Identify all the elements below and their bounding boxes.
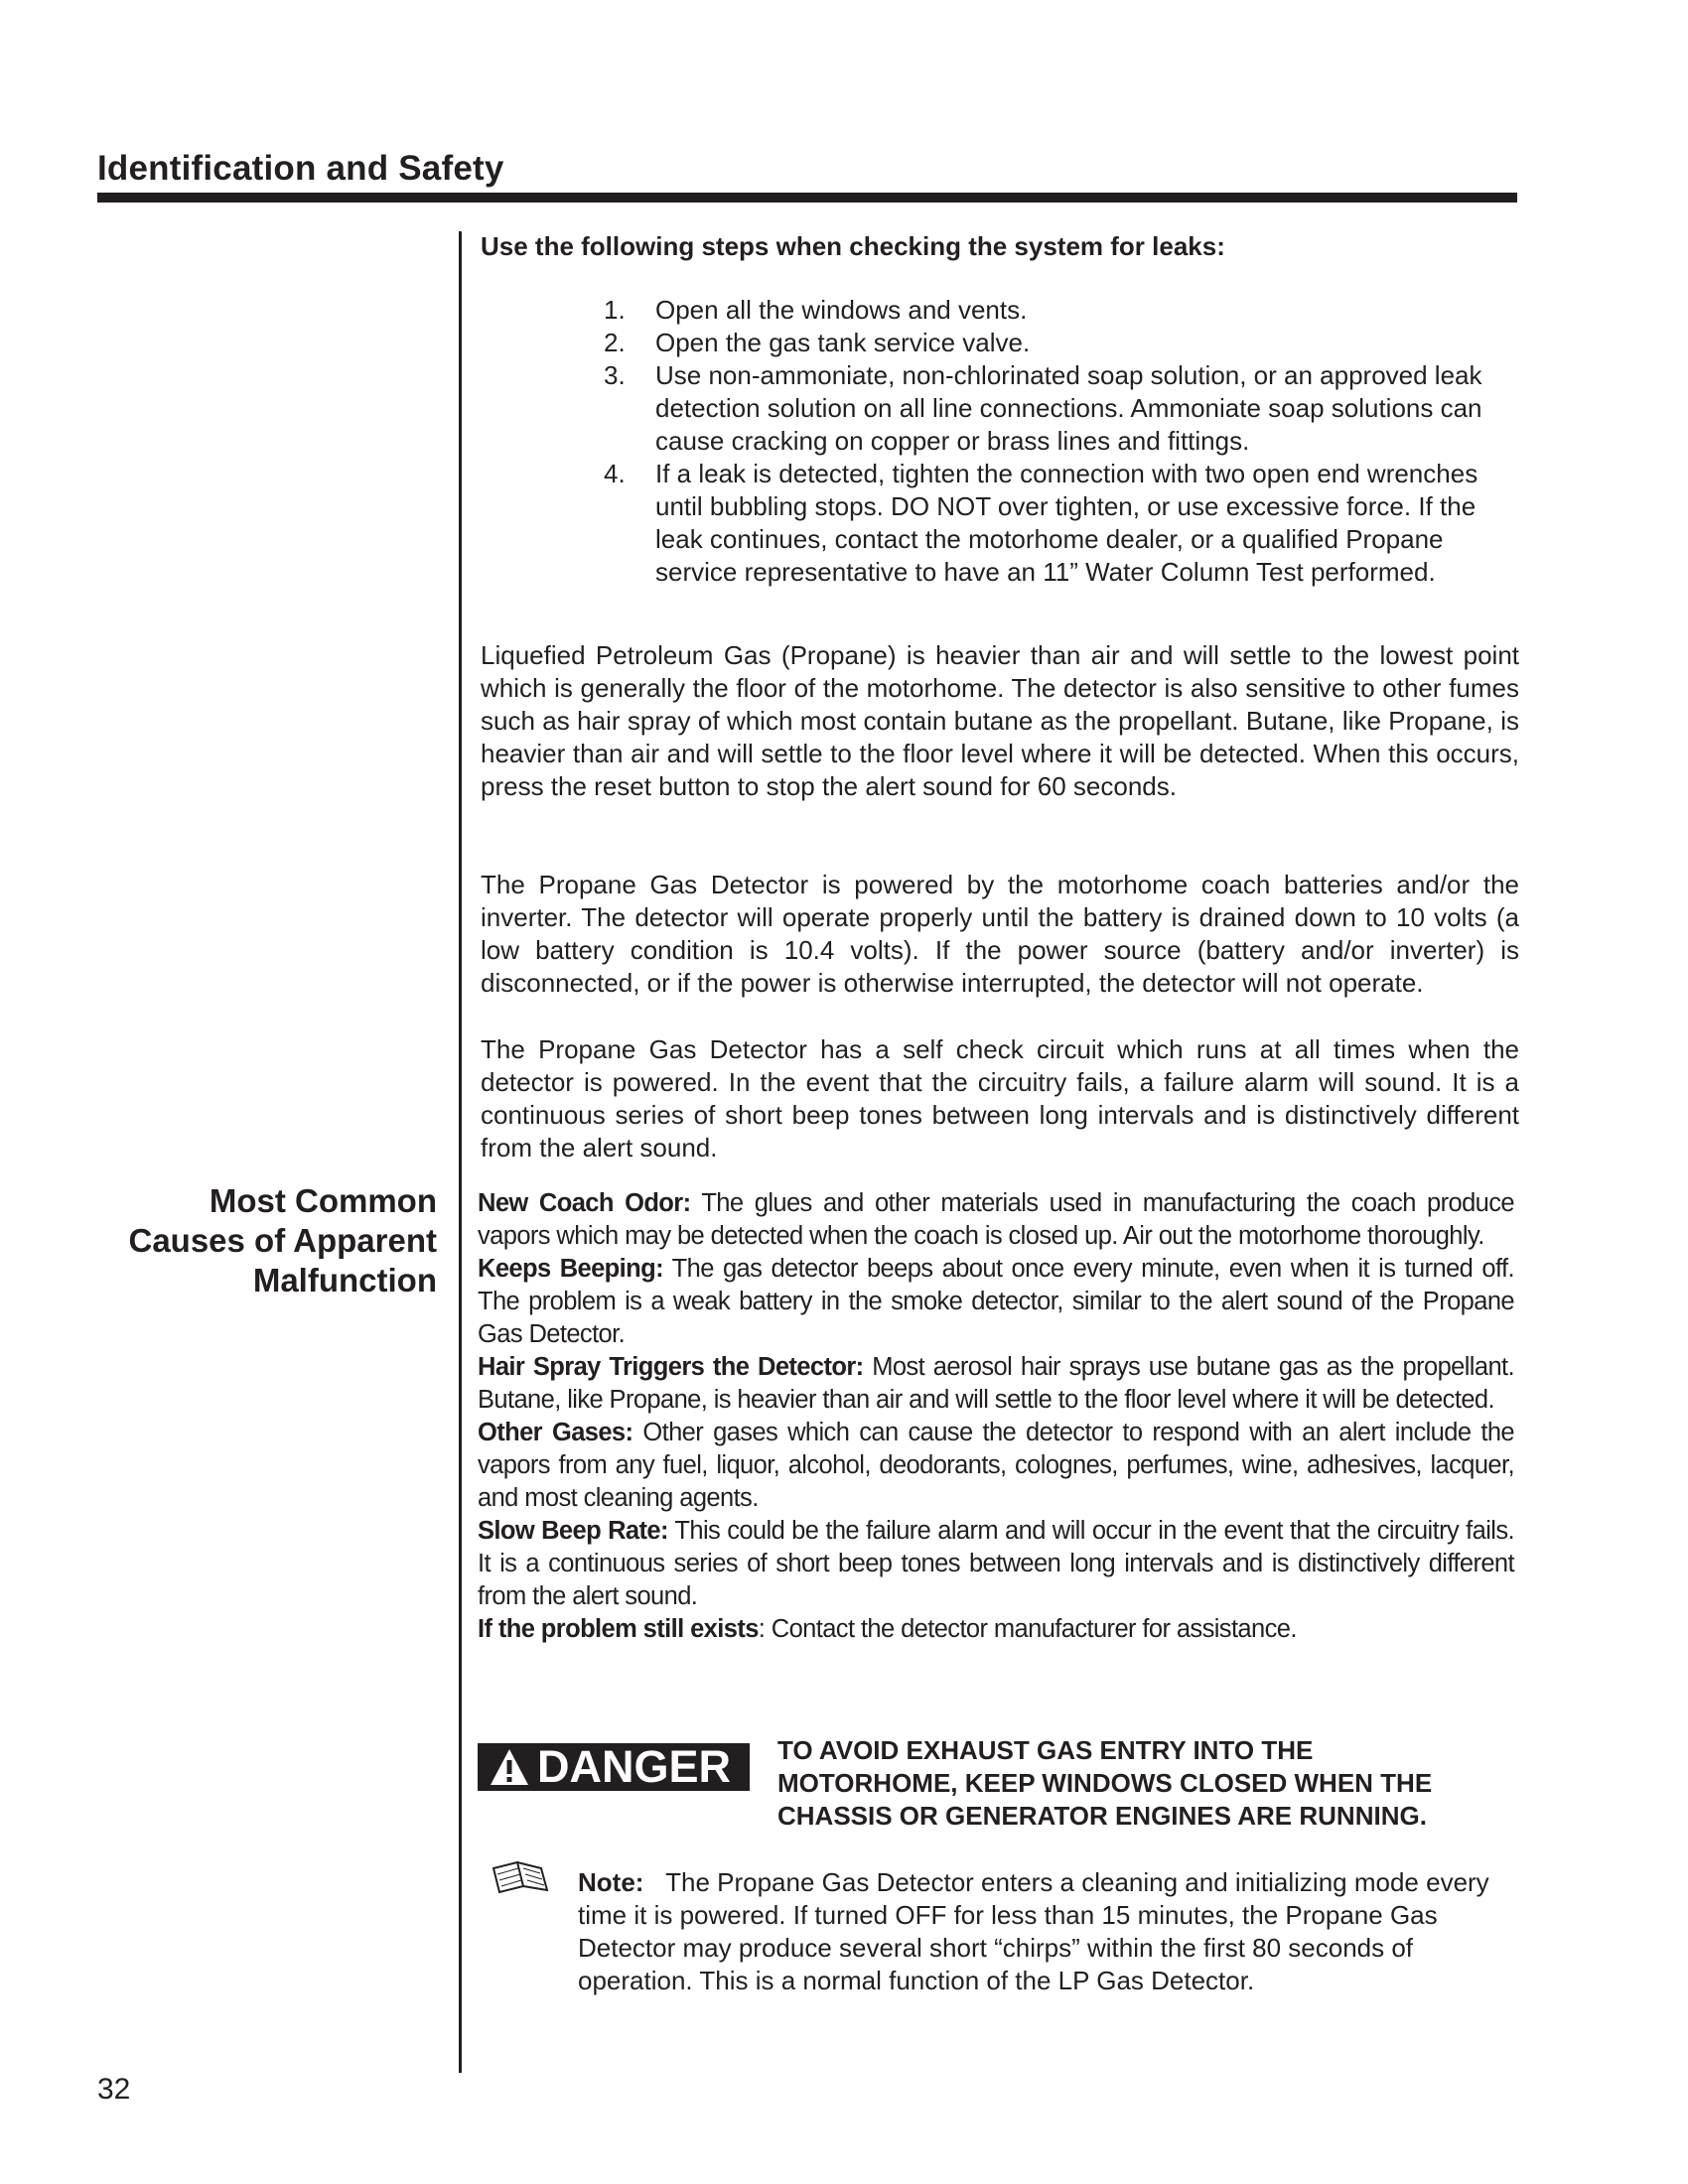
danger-label: DANGER: [537, 1741, 732, 1792]
page-number: 32: [97, 2073, 131, 2106]
header-rule: [97, 193, 1517, 203]
step-text: Open all the windows and vents.: [655, 295, 1028, 325]
list-item: [604, 294, 1527, 327]
warning-triangle-icon: [488, 1745, 531, 1789]
heading-line: Causes of Apparent: [128, 1222, 437, 1259]
list-item: [478, 1515, 1514, 1613]
danger-badge: [478, 1743, 750, 1791]
step-text: If a leak is detected, tighten the connection with two open end wrenches until bubbling stops. DO NOT over tighten, or use excessive force. If the leak continues, contact the motorhome dealer, or a qualified Propane service representative to have an 11” Water Column Test performed.: [655, 459, 1478, 587]
open-book-icon: [490, 1858, 551, 1894]
cause-text: This could be the failure alarm and will occur in the event that the circuitry fails. It is a continuous series of short beep tones between long intervals and is distinctively different from the alert sound.: [478, 1517, 1514, 1610]
page-title: Identification and Safety: [97, 149, 504, 188]
leak-check-steps: [604, 294, 1527, 589]
list-item: [604, 327, 1527, 359]
cause-term: Other Gases:: [478, 1419, 633, 1446]
list-item: [478, 1613, 1514, 1646]
malfunction-causes: [478, 1187, 1514, 1646]
list-item: [604, 458, 1527, 589]
danger-line: CHASSIS OR GENERATOR ENGINES ARE RUNNING.: [777, 1801, 1427, 1831]
section-heading-malfunction: [97, 1181, 437, 1300]
cause-term: If the problem still exists: [478, 1615, 759, 1643]
step-number: 1.: [604, 295, 626, 325]
step-text: Use non-ammoniate, non-chlorinated soap solution, or an approved leak detection solution on all line connections. Ammoniate soap solutions can cause cracking on copper or brass lines and fittings.: [655, 360, 1482, 456]
heading-line: Most Common: [209, 1182, 437, 1219]
note-label: Note:: [578, 1867, 644, 1897]
cause-term: Keeps Beeping:: [478, 1255, 663, 1283]
cause-term: New Coach Odor:: [478, 1189, 691, 1217]
column-divider: [459, 231, 462, 2073]
list-item: [478, 1351, 1514, 1417]
paragraph-self-check: The Propane Gas Detector has a self check circuit which runs at all times when the detector is powered. In the event that the circuitry fails, a failure alarm will sound. It is a continuous series of short beep tones between long intervals and is distinctively different from the alert sound.: [481, 1034, 1519, 1162]
step-number: 3.: [604, 360, 626, 390]
danger-line: MOTORHOME, KEEP WINDOWS CLOSED WHEN THE: [777, 1768, 1433, 1798]
leak-check-intro: Use the following steps when checking the system for leaks:: [481, 231, 1225, 261]
danger-warning-text: [777, 1734, 1532, 1833]
list-item: [478, 1187, 1514, 1253]
cause-text: Most aerosol hair sprays use butane gas as the propellant. Butane, like Propane, is heavier than air and will settle to the floor level where it will be detected.: [478, 1353, 1514, 1414]
list-item: [478, 1417, 1514, 1515]
step-number: 4.: [604, 459, 626, 488]
cause-term: Slow Beep Rate:: [478, 1517, 668, 1545]
note-block: [578, 1866, 1511, 1997]
step-text: Open the gas tank service valve.: [655, 328, 1031, 357]
list-item: [604, 359, 1527, 458]
cause-text: : Contact the detector manufacturer for assistance.: [758, 1615, 1297, 1643]
paragraph-propane-heavier: Liquefied Petroleum Gas (Propane) is heavier than air and will settle to the lowest point which is generally the floor of the motorhome. The detector is also sensitive to other fumes such as hair spray of which most contain butane as the propellant. Butane, like Propane, is heavier than air and will settle to the floor level where it will be detected. When this occurs, press the reset button to stop the alert sound for 60 seconds.: [481, 640, 1519, 801]
heading-line: Malfunction: [252, 1262, 437, 1298]
list-item: [478, 1253, 1514, 1351]
cause-text: The gas detector beeps about once every minute, even when it is turned off. The problem is a weak battery in the smoke detector, similar to the alert sound of the Propane Gas Detector.: [478, 1255, 1514, 1348]
cause-term: Hair Spray Triggers the Detector:: [478, 1353, 864, 1381]
danger-line: TO AVOID EXHAUST GAS ENTRY INTO THE: [777, 1735, 1314, 1765]
cause-text: The glues and other materials used in manufacturing the coach produce vapors which may be detected when the coach is closed up. Air out the motorhome thoroughly.: [478, 1189, 1515, 1250]
step-number: 2.: [604, 328, 626, 357]
paragraph-detector-power: The Propane Gas Detector is powered by the motorhome coach batteries and/or the inverter. The detector will operate properly until the battery is drained down to 10 volts (a low battery condition is 10.4 volts). If the power source (battery and/or inverter) is disconnected, or if the power is otherwise interrupted, the detector will not operate.: [481, 870, 1519, 998]
cause-text: Other gases which can cause the detector to respond with an alert include the vapors from any fuel, liquor, alcohol, deodorants, colognes, perfumes, wine, adhesives, lacquer, and most cleaning agents.: [478, 1419, 1515, 1512]
note-text: The Propane Gas Detector enters a cleaning and initializing mode every time it is powered. If turned OFF for less than 15 minutes, the Propane Gas Detector may produce several short “chirps” within the first 80 seconds of operation. This is a normal function of the LP Gas Detector.: [578, 1867, 1489, 1995]
